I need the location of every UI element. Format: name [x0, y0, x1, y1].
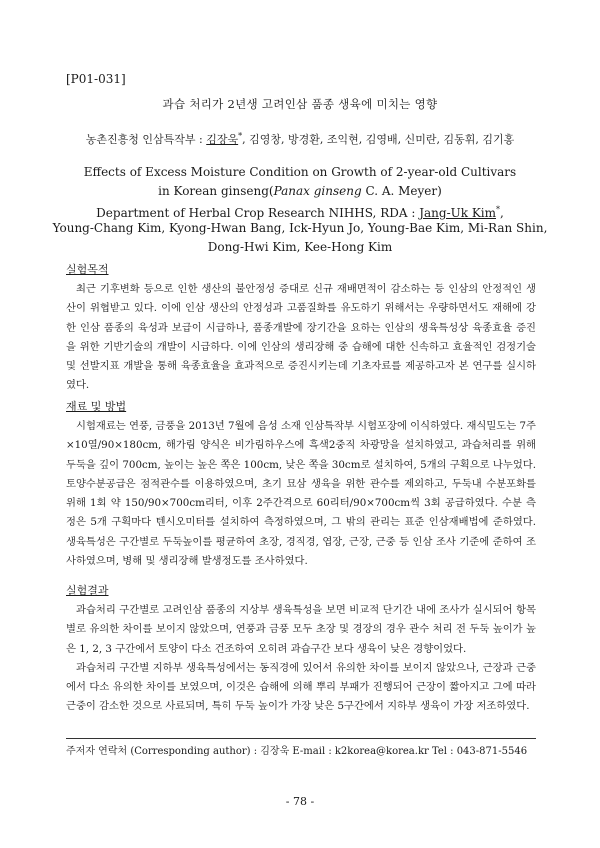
title-english-line1: Effects of Excess Moisture Condition on Growth of 2-year-old Cultivars [83, 165, 517, 179]
title-english [40, 163, 560, 201]
section-paragraph: 과습처리 구간별 지하부 생육특성에서는 동직경에 있어서 유의한 차이를 보이지 않았으나, 근장과 근중에서 다소 유의한 차이를 보였으며, 이것은 습해에 의해 뿌리 부패가 진행되어 근장이 짧아지고 그에 따라 근중이 감소한 것으로 사료되며, 특히 두둑 높이가 가장 낮은 5구간에서 지하부 생육이 가장 저조하였다. [66, 661, 536, 713]
section-paragraph: 과습처리 구간별로 고려인삼 품종의 지상부 생육특성을 보면 비교적 단기간 내에 조사가 실시되어 항목별로 유의한 차이를 보이지 않았으며, 연풍과 금풍 모두 초장 및 경장의 경우 관수 처리 전 두둑 높이가 높은 1, 2, 3 구간에서 토양이 다소 건조하여 오히려 과습구간 보다 생육이 낮은 경향이었다. [66, 604, 536, 655]
section-paragraph: 최근 기후변화 등으로 인한 생산의 불안정성 증대로 신규 재배면적이 감소하는 등 인삼의 안정적인 생산이 위협받고 있다. 이에 인삼 생산의 안정성과 고품질화를 유도하기 위해서는 우량하면서도 재해에 강한 인삼 품종의 육성과 보급이 시급하나, 품종개발에 장기간을 요하는 인삼의 생육특성상 육종효율 증진을 위한 기반기술의 개발이 시급하다. 이에 인삼의 생리장해 중 습해에 대한 신속하고 효율적인 검정기술 및 선발지표 개발을 통해 육종효율을 효과적으로 증진시키는데 기초자료를 제공하고자 본 연구를 실시하였다. [66, 283, 536, 392]
department-name: Department of Herbal Crop Research NIHHS, RDA : [96, 206, 420, 220]
corresponding-author-english: Jang-Uk Kim [419, 206, 496, 220]
species-name: Panax ginseng [273, 184, 362, 198]
section-title: 실험결과 [66, 584, 109, 597]
title-english-post: C. A. Meyer) [361, 184, 442, 198]
section-results [66, 582, 536, 717]
abstract-code: [P01-031] [66, 72, 126, 86]
coauthors-korean: , 김영창, 방경환, 조익현, 김영배, 신미란, 김동휘, 김기홍 [242, 133, 515, 146]
affiliation-korean: 농촌진흥청 인삼특작부 : [85, 133, 207, 146]
corresponding-author-korean: 김장욱 [206, 133, 239, 146]
footnote-divider [66, 738, 536, 739]
corresponding-mark: * [238, 131, 243, 141]
title-english-pre: in Korean ginseng( [158, 184, 274, 198]
authors-english-line2: Dong-Hwi Kim, Kee-Hong Kim [207, 240, 393, 254]
authors-english-line1: Young-Chang Kim, Kyong-Hwan Bang, Ick-Hyun Jo, Young-Bae Kim, Mi-Ran Shin, [52, 221, 548, 235]
section-methods [66, 398, 536, 571]
section-objective [66, 261, 536, 396]
footnote-contact: 주저자 연락처 (Corresponding author) : 김장욱 E-mail : k2korea@korea.kr Tel : 043-871-5546 [66, 746, 528, 757]
page-number: - 78 - [285, 795, 315, 808]
authors-english [40, 219, 560, 257]
section-title: 재료 및 방법 [66, 400, 127, 413]
section-paragraph: 시험재료는 연풍, 금풍을 2013년 7월에 음성 소재 인삼특작부 시험포장에 이식하였다. 재식밀도는 7주×10열/90×180cm, 해가림 양식은 비가림하우스에 흑색2중직 차광망을 설치하였고, 과습처리를 위해 두둑을 깊이 700cm, 높이는 높은 쪽은 100cm, 낮은 쪽을 30cm로 설치하여, 5개의 구획으로 나누었다. 토양수분공급은 점적관수를 이용하였으며, 초기 묘삼 생육을 위한 관수를 제외하고, 두둑내 수분포화를 위해 1회 약 150/90×700cm리터, 이후 2주간격으로 60리터/90×700cm씩 3회 공급하였다. 수분 측정은 5개 구획마다 텐시오미터를 설치하여 측정하였으며, 그 밖의 관리는 표준 인삼재배법에 준하였다. 생육특성은 구간별로 두둑높이를 평균하여 초장, 경직경, 엽장, 근장, 근중 등 인삼 조사 기준에 준하여 조사하였으며, 병해 및 생리장해 발생정도를 조사하였다. [66, 420, 536, 568]
title-english-line2 [40, 182, 560, 201]
department-post: , [500, 206, 504, 220]
section-title: 실험목적 [66, 263, 109, 276]
corresponding-mark-english: * [496, 205, 500, 214]
title-korean: 과습 처리가 2년생 고려인삼 품종 생육에 미치는 영향 [162, 97, 438, 111]
authors-korean [0, 131, 600, 147]
